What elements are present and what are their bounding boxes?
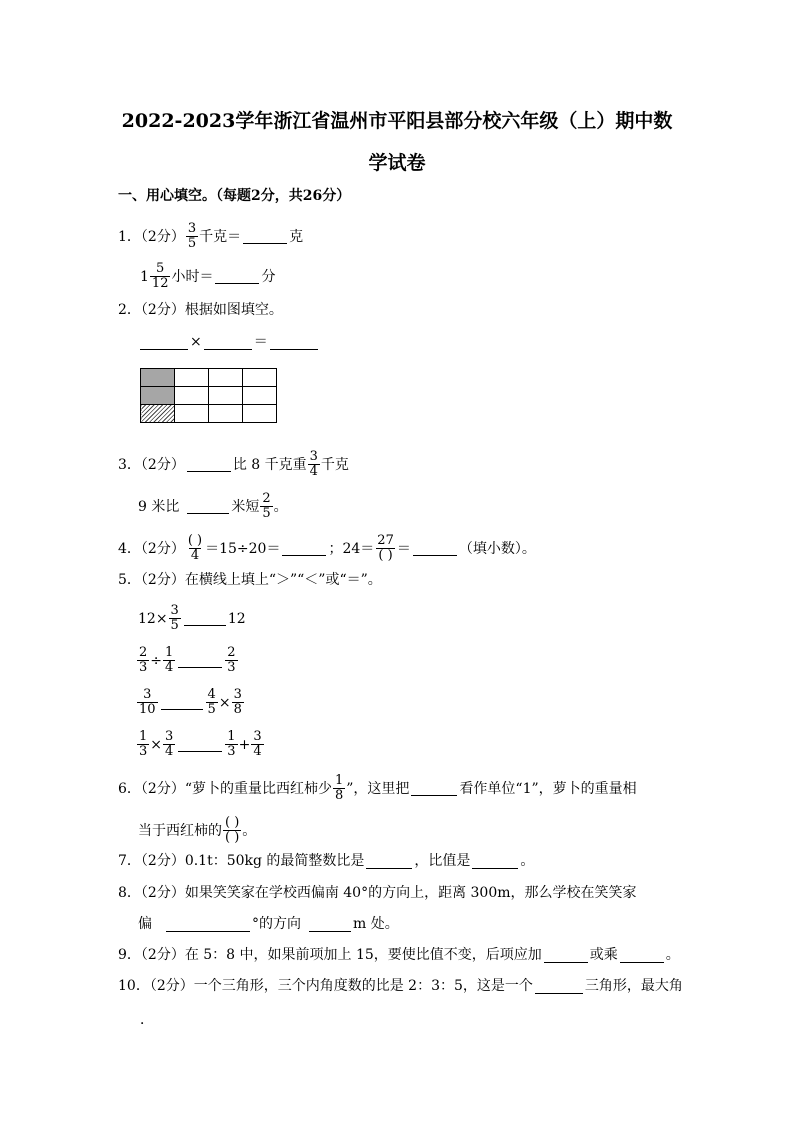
q6-period: 。: [242, 822, 257, 839]
q5-row-4: [136, 730, 265, 759]
grid-cell: [209, 369, 243, 387]
grid-cell: [243, 405, 277, 423]
q5-r3-f3-num: 3: [233, 687, 242, 702]
q3-frac-den: 4: [309, 464, 318, 479]
q8-text-2: 偏: [138, 916, 152, 932]
q5-r1-left: 12×: [138, 610, 168, 627]
q1-fraction: [186, 222, 198, 251]
q5-r4-f1-num: 1: [139, 729, 148, 744]
question-8: [118, 883, 637, 903]
q5-r4-f1-den: 3: [139, 744, 148, 759]
doc-title-line2: 学试卷: [368, 152, 426, 174]
q5-r1-num: 3: [170, 603, 179, 618]
q3-frac-num: 3: [309, 449, 318, 464]
q6-frac-den: 8: [334, 788, 344, 803]
q3-period: 。: [273, 498, 288, 515]
q6-fraction: [333, 774, 345, 803]
question-10: [118, 976, 683, 996]
question-5: [118, 570, 382, 590]
q2-blank-1[interactable]: [140, 335, 188, 350]
q4-text-2: ；24＝: [328, 540, 375, 557]
q5-r3-frac-2: [206, 688, 218, 717]
q1-blank-2[interactable]: [215, 269, 259, 284]
q6-text-3: 看作单位“1”，萝卜的重量相: [459, 780, 637, 797]
q4-fraction-2: [375, 534, 396, 563]
q3-text: 比 8 千克重: [232, 456, 307, 473]
q5-r4-f2-den: 4: [165, 744, 174, 759]
question-10b: [140, 1010, 154, 1030]
q3-number: 3．（2分）: [118, 456, 185, 473]
q5-r3-op: ×: [218, 694, 231, 711]
q1-frac-den: 5: [187, 236, 197, 251]
q10-text: 10．（2分）一个三角形，三个内角度数的比是 2：3：5，这是一个: [118, 978, 533, 994]
q5-r2-f1-num: 2: [139, 645, 148, 660]
question-7: [118, 851, 534, 871]
q2-fraction-grid: [140, 368, 277, 423]
q3-frac2-num: 2: [262, 491, 271, 506]
q4-frac2-den: ( ): [378, 548, 393, 563]
question-6: [118, 774, 637, 803]
q3-fraction: [308, 450, 320, 479]
q5-r2-f2-den: 4: [165, 660, 174, 675]
q9-blank-1[interactable]: [544, 948, 588, 963]
q2-equation: [138, 332, 320, 352]
q8-blank-2[interactable]: [309, 917, 351, 932]
question-2: [118, 300, 283, 320]
q1-fraction-2: [150, 262, 171, 291]
q1-unit: 克: [289, 228, 304, 245]
q5-row-1: [138, 604, 246, 633]
q10-text-3: ．: [140, 1012, 154, 1028]
q5-r4-blank[interactable]: [178, 737, 222, 752]
q6-blank-den[interactable]: ( ): [225, 830, 240, 845]
q5-r3-f2-num: 4: [207, 687, 216, 702]
grid-cell: [209, 387, 243, 405]
section-heading: 一、用心填空。（每题2分，共26分）: [118, 188, 351, 204]
question-3b: [138, 492, 288, 521]
q1-frac2-den: 12: [151, 276, 169, 291]
q10-blank-1[interactable]: [535, 979, 583, 994]
q6-blank-fraction[interactable]: [223, 816, 241, 845]
q5-r3-f3-den: 8: [233, 702, 242, 717]
q2-text: 2．（2分）根据如图填空。: [118, 302, 283, 318]
grid-cell-shaded: [141, 369, 175, 387]
q3-blank-1[interactable]: [187, 457, 231, 472]
q5-r2-frac-1: [137, 646, 149, 675]
q8-text-3: °的方向: [252, 916, 301, 932]
q5-text: 5．（2分）在横线上填上“＞”“＜”或“＝”。: [118, 572, 382, 588]
q6-text-2: ”，这里把: [346, 780, 410, 797]
q1-frac-num: 3: [187, 221, 197, 236]
q5-row-2: [136, 646, 239, 675]
q5-r2-f1-den: 3: [139, 660, 148, 675]
q5-r3-f1-num: 3: [143, 687, 152, 702]
q5-r4-frac-3: [225, 730, 237, 759]
q7-blank-1[interactable]: [366, 854, 412, 869]
q9-blank-2[interactable]: [620, 948, 664, 963]
q5-r3-frac-1: [137, 688, 158, 717]
q5-r3-f2-den: 5: [207, 702, 216, 717]
q7-period: 。: [520, 853, 535, 869]
q3-fraction-2: [260, 492, 272, 521]
q3-unit: 千克: [320, 456, 349, 473]
q1-number: 1．（2分）: [118, 228, 185, 245]
q1-blank-1[interactable]: [243, 229, 287, 244]
q9-text: 9．（2分）在 5：8 中，如果前项加上 15，要使比值不变，后项应加: [118, 947, 542, 963]
q4-number: 4．（2分）: [118, 540, 185, 557]
q5-r4-frac-4: [251, 730, 263, 759]
grid-cell: [175, 387, 209, 405]
q3-blank-2[interactable]: [187, 499, 229, 514]
q6-blank-num[interactable]: ( ): [225, 815, 240, 830]
q9-period: 。: [665, 947, 680, 963]
q8-blank-1[interactable]: [166, 917, 250, 932]
question-9: [118, 945, 680, 965]
q5-r2-frac-3: [225, 646, 237, 675]
q7-text-2: ，比值是: [414, 853, 471, 869]
q5-r3-f1-den: 10: [139, 702, 156, 717]
q7-text: 7．（2分）0.1t：50kg 的最简整数比是: [118, 853, 365, 869]
q5-r4-frac-1: [137, 730, 149, 759]
q1-mixed-whole: 1: [140, 268, 149, 285]
q4-frac2-num: 27: [377, 533, 394, 548]
q7-blank-2[interactable]: [472, 854, 518, 869]
question-8b: [138, 914, 399, 934]
grid-cell-shaded: [141, 387, 175, 405]
q5-r2-f3-num: 2: [227, 645, 236, 660]
grid-cell: [243, 387, 277, 405]
q2-equals: ＝: [253, 334, 268, 350]
grid-cell: [243, 369, 277, 387]
grid-cell: [209, 405, 243, 423]
q5-r3-blank[interactable]: [161, 695, 203, 710]
doc-title-line1: 2022-2023学年浙江省温州市平阳县部分校六年级（上）期中数: [121, 110, 673, 132]
q4-note: （填小数）。: [458, 540, 536, 557]
q4-frac1-den: 4: [190, 548, 200, 563]
q5-r3-frac-3: [232, 688, 244, 717]
q5-r4-frac-2: [163, 730, 175, 759]
q5-r4-op-2: +: [238, 736, 251, 753]
q2-blank-3[interactable]: [270, 335, 318, 350]
q5-r4-f4-num: 3: [253, 729, 262, 744]
q1-frac2-num: 5: [156, 261, 165, 276]
question-1: [118, 222, 303, 251]
q1-text: 千克＝: [199, 228, 242, 245]
q5-r1-den: 5: [170, 618, 179, 633]
question-6b: [138, 816, 256, 845]
q3-text-2: 9 米比: [138, 498, 180, 515]
q4-blank-2[interactable]: [413, 541, 457, 556]
q8-text: 8．（2分）如果笑笑家在学校西偏南 40°的方向上，距离 300m，那么学校在笑笑家: [118, 885, 637, 901]
grid-cell: [175, 405, 209, 423]
q8-text-4: m 处。: [353, 916, 399, 932]
q5-r2-f3-den: 3: [227, 660, 236, 675]
q5-r4-op-1: ×: [150, 736, 163, 753]
q4-text: ＝15÷20＝: [205, 540, 281, 557]
grid-cell: [175, 369, 209, 387]
q5-r1-fraction: [169, 604, 181, 633]
q2-times: ×: [190, 334, 202, 350]
q5-r4-f2-num: 3: [165, 729, 174, 744]
q6-text-4: 当于西红柿的: [138, 822, 222, 839]
q4-blank-1[interactable]: [282, 541, 326, 556]
q6-frac-num: 1: [334, 773, 344, 788]
q1-text-2: 小时＝: [171, 268, 214, 285]
q2-blank-2[interactable]: [204, 335, 252, 350]
q9-text-2: 或乘: [589, 947, 618, 963]
q5-r1-right: 12: [227, 610, 246, 627]
q10-text-2: 三角形，最大角: [584, 978, 683, 994]
q4-equals: ＝: [396, 540, 411, 557]
question-4: [118, 534, 536, 563]
q1-unit-2: 分: [261, 268, 276, 285]
q5-r2-frac-2: [163, 646, 175, 675]
q5-r4-f4-den: 4: [253, 744, 262, 759]
q3-frac2-den: 5: [262, 506, 271, 521]
q4-frac1-num: ( ): [187, 533, 203, 548]
q4-fraction-1: [186, 534, 204, 563]
q5-r2-blank[interactable]: [178, 653, 222, 668]
q6-text: 6．（2分）“萝卜的重量比西红柿少: [118, 780, 332, 797]
grid-cell-hatched: [141, 405, 175, 423]
q3-text-3: 米短: [231, 498, 260, 515]
q5-r4-f3-num: 1: [227, 729, 236, 744]
q6-blank-1[interactable]: [411, 781, 457, 796]
q5-r2-op: ÷: [150, 652, 163, 669]
q5-r1-blank[interactable]: [184, 611, 226, 626]
q5-r4-f3-den: 3: [227, 744, 236, 759]
question-1b: [140, 262, 275, 291]
question-3: [118, 450, 349, 479]
q5-r2-f2-num: 1: [165, 645, 174, 660]
q5-row-3: [136, 688, 245, 717]
